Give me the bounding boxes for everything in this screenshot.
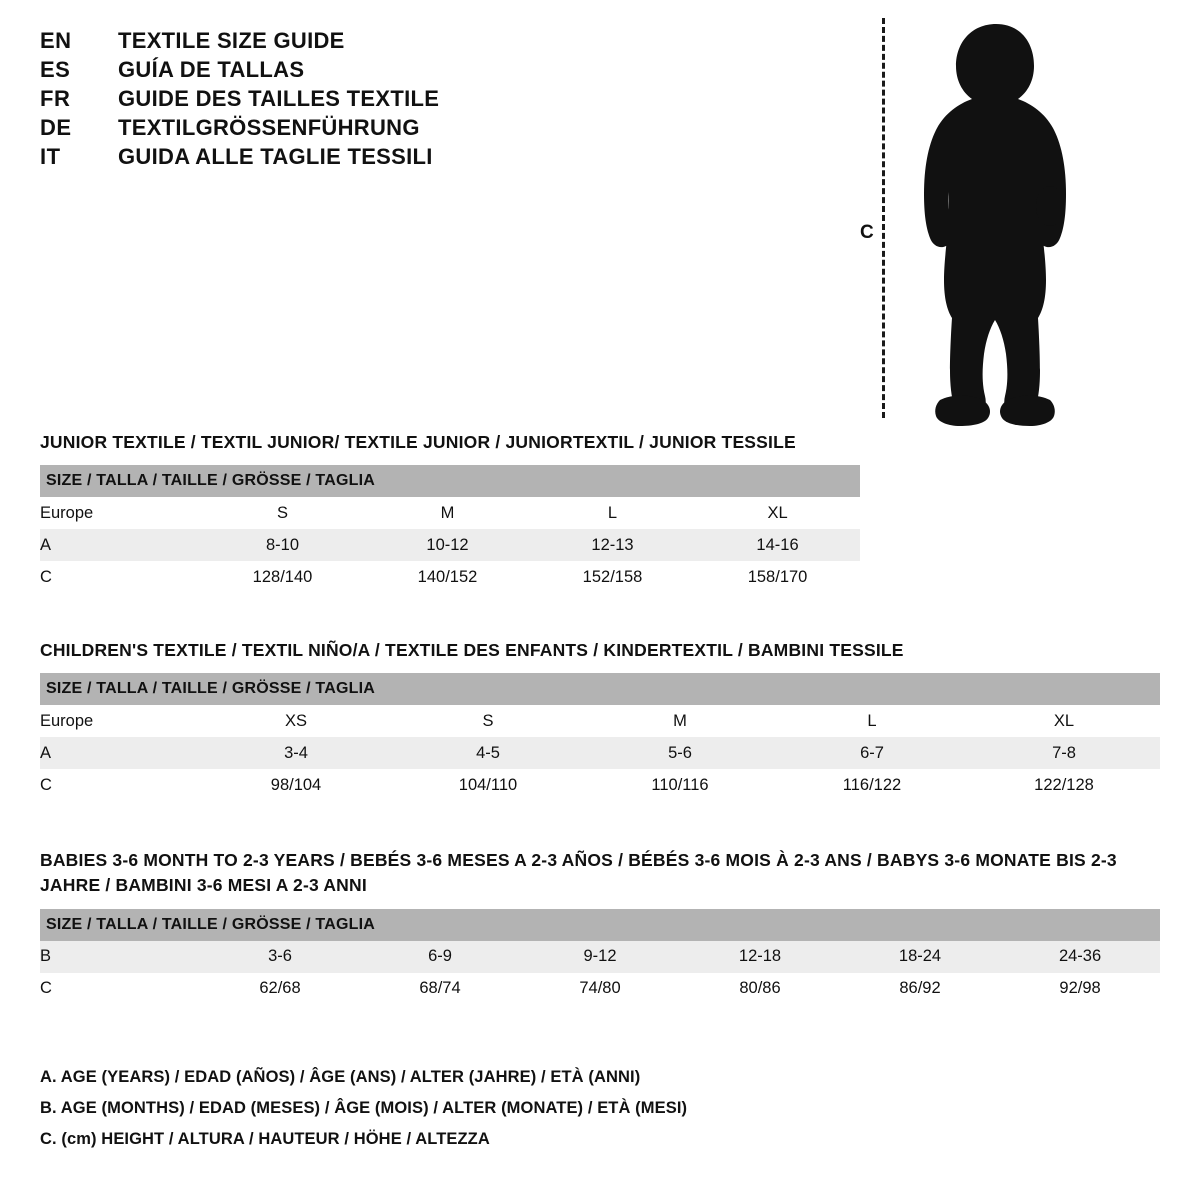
cell: 12-13	[530, 529, 695, 561]
language-title: GUIDE DES TAILLES TEXTILE	[118, 86, 440, 111]
language-title: TEXTILE SIZE GUIDE	[118, 28, 345, 53]
toddler-silhouette-icon	[900, 18, 1090, 428]
language-code: IT	[40, 144, 61, 169]
section-title: CHILDREN'S TEXTILE / TEXTIL NIÑO/A / TEXTILE DES ENFANTS / KINDERTEXTIL / BAMBINI TESSILE	[40, 640, 904, 660]
section-title: BABIES 3-6 MONTH TO 2-3 YEARS / BEBÉS 3-6 MESES A 2-3 AÑOS / BÉBÉS 3-6 MOIS À 2-3 ANS / BABYS 3-6 MONATE BIS 2-3 JAHRE / BAMBINI 3-6 MESI A 2-3 ANNI	[40, 850, 1117, 896]
cell: 5-6	[584, 737, 776, 769]
cell: 74/80	[520, 973, 680, 1005]
row-label: C	[40, 769, 200, 801]
cell: 9-12	[520, 941, 680, 973]
table-band-label: SIZE / TALLA / TAILLE / GRÖSSE / TAGLIA	[40, 673, 1160, 705]
table-band-row	[40, 909, 1160, 941]
cell: S	[200, 497, 365, 529]
language-title: TEXTILGRÖSSENFÜHRUNG	[118, 115, 420, 140]
table-band-row	[40, 673, 1160, 705]
children-size-table	[40, 673, 1160, 801]
language-title: GUIDA ALLE TAGLIE TESSILI	[118, 144, 433, 169]
language-code: EN	[40, 28, 72, 53]
cell: 3-4	[200, 737, 392, 769]
cell: 80/86	[680, 973, 840, 1005]
cell: 7-8	[968, 737, 1160, 769]
row-label: B	[40, 941, 200, 973]
cell: XS	[200, 705, 392, 737]
cell: 6-9	[360, 941, 520, 973]
cell: 18-24	[840, 941, 1000, 973]
cell: 122/128	[968, 769, 1160, 801]
table-row	[40, 705, 1160, 737]
section-title: JUNIOR TEXTILE / TEXTIL JUNIOR/ TEXTILE JUNIOR / JUNIORTEXTIL / JUNIOR TESSILE	[40, 432, 796, 452]
table-row	[40, 497, 860, 529]
table-row	[40, 941, 1160, 973]
language-title-block	[40, 28, 600, 173]
cell: 92/98	[1000, 973, 1160, 1005]
legend-block	[40, 1068, 1140, 1161]
row-label: C	[40, 973, 200, 1005]
cell: M	[365, 497, 530, 529]
cell: 128/140	[200, 561, 365, 593]
cell: L	[530, 497, 695, 529]
cell: 98/104	[200, 769, 392, 801]
cell: 68/74	[360, 973, 520, 1005]
cell: 4-5	[392, 737, 584, 769]
legend-item-age-months: B. AGE (MONTHS) / EDAD (MESES) / ÂGE (MOIS) / ALTER (MONATE) / ETÀ (MESI)	[40, 1099, 688, 1117]
cell: 62/68	[200, 973, 360, 1005]
section-childrens-textile	[40, 638, 1160, 801]
section-junior-textile	[40, 430, 1160, 593]
language-code: DE	[40, 115, 72, 140]
legend-item-height: C. (cm) HEIGHT / ALTURA / HAUTEUR / HÖHE / ALTEZZA	[40, 1130, 490, 1148]
table-row	[40, 529, 860, 561]
cell: 6-7	[776, 737, 968, 769]
cell: 110/116	[584, 769, 776, 801]
cell: 14-16	[695, 529, 860, 561]
cell: M	[584, 705, 776, 737]
header-row-fr	[40, 86, 600, 112]
cell: 86/92	[840, 973, 1000, 1005]
row-label: Europe	[40, 497, 200, 529]
table-row	[40, 973, 1160, 1005]
section-babies-textile	[40, 848, 1160, 1005]
table-band-row	[40, 465, 860, 497]
table-row	[40, 769, 1160, 801]
height-measurement-figure	[860, 10, 1140, 430]
junior-size-table	[40, 465, 860, 593]
header-row-es	[40, 57, 600, 83]
cell: 158/170	[695, 561, 860, 593]
cell: 12-18	[680, 941, 840, 973]
language-code: ES	[40, 57, 71, 82]
language-title: GUÍA DE TALLAS	[118, 57, 305, 82]
cell: 24-36	[1000, 941, 1160, 973]
table-band-label: SIZE / TALLA / TAILLE / GRÖSSE / TAGLIA	[40, 465, 860, 497]
header-row-de	[40, 115, 600, 141]
cell: XL	[695, 497, 860, 529]
table-row	[40, 737, 1160, 769]
cell: XL	[968, 705, 1160, 737]
table-band-label: SIZE / TALLA / TAILLE / GRÖSSE / TAGLIA	[40, 909, 1160, 941]
cell: S	[392, 705, 584, 737]
header-row-en	[40, 28, 600, 54]
babies-size-table	[40, 909, 1160, 1005]
cell: 104/110	[392, 769, 584, 801]
cell: 3-6	[200, 941, 360, 973]
cell: 10-12	[365, 529, 530, 561]
cell: 140/152	[365, 561, 530, 593]
row-label: C	[40, 561, 200, 593]
table-row	[40, 561, 860, 593]
cell: 152/158	[530, 561, 695, 593]
height-dashed-line	[882, 18, 885, 418]
language-code: FR	[40, 86, 71, 111]
cell: 8-10	[200, 529, 365, 561]
height-measure-label: C	[860, 222, 874, 243]
legend-item-age-years: A. AGE (YEARS) / EDAD (AÑOS) / ÂGE (ANS) / ALTER (JAHRE) / ETÀ (ANNI)	[40, 1068, 641, 1086]
cell: 116/122	[776, 769, 968, 801]
header-row-it	[40, 144, 600, 170]
row-label: A	[40, 529, 200, 561]
cell: L	[776, 705, 968, 737]
row-label: A	[40, 737, 200, 769]
row-label: Europe	[40, 705, 200, 737]
